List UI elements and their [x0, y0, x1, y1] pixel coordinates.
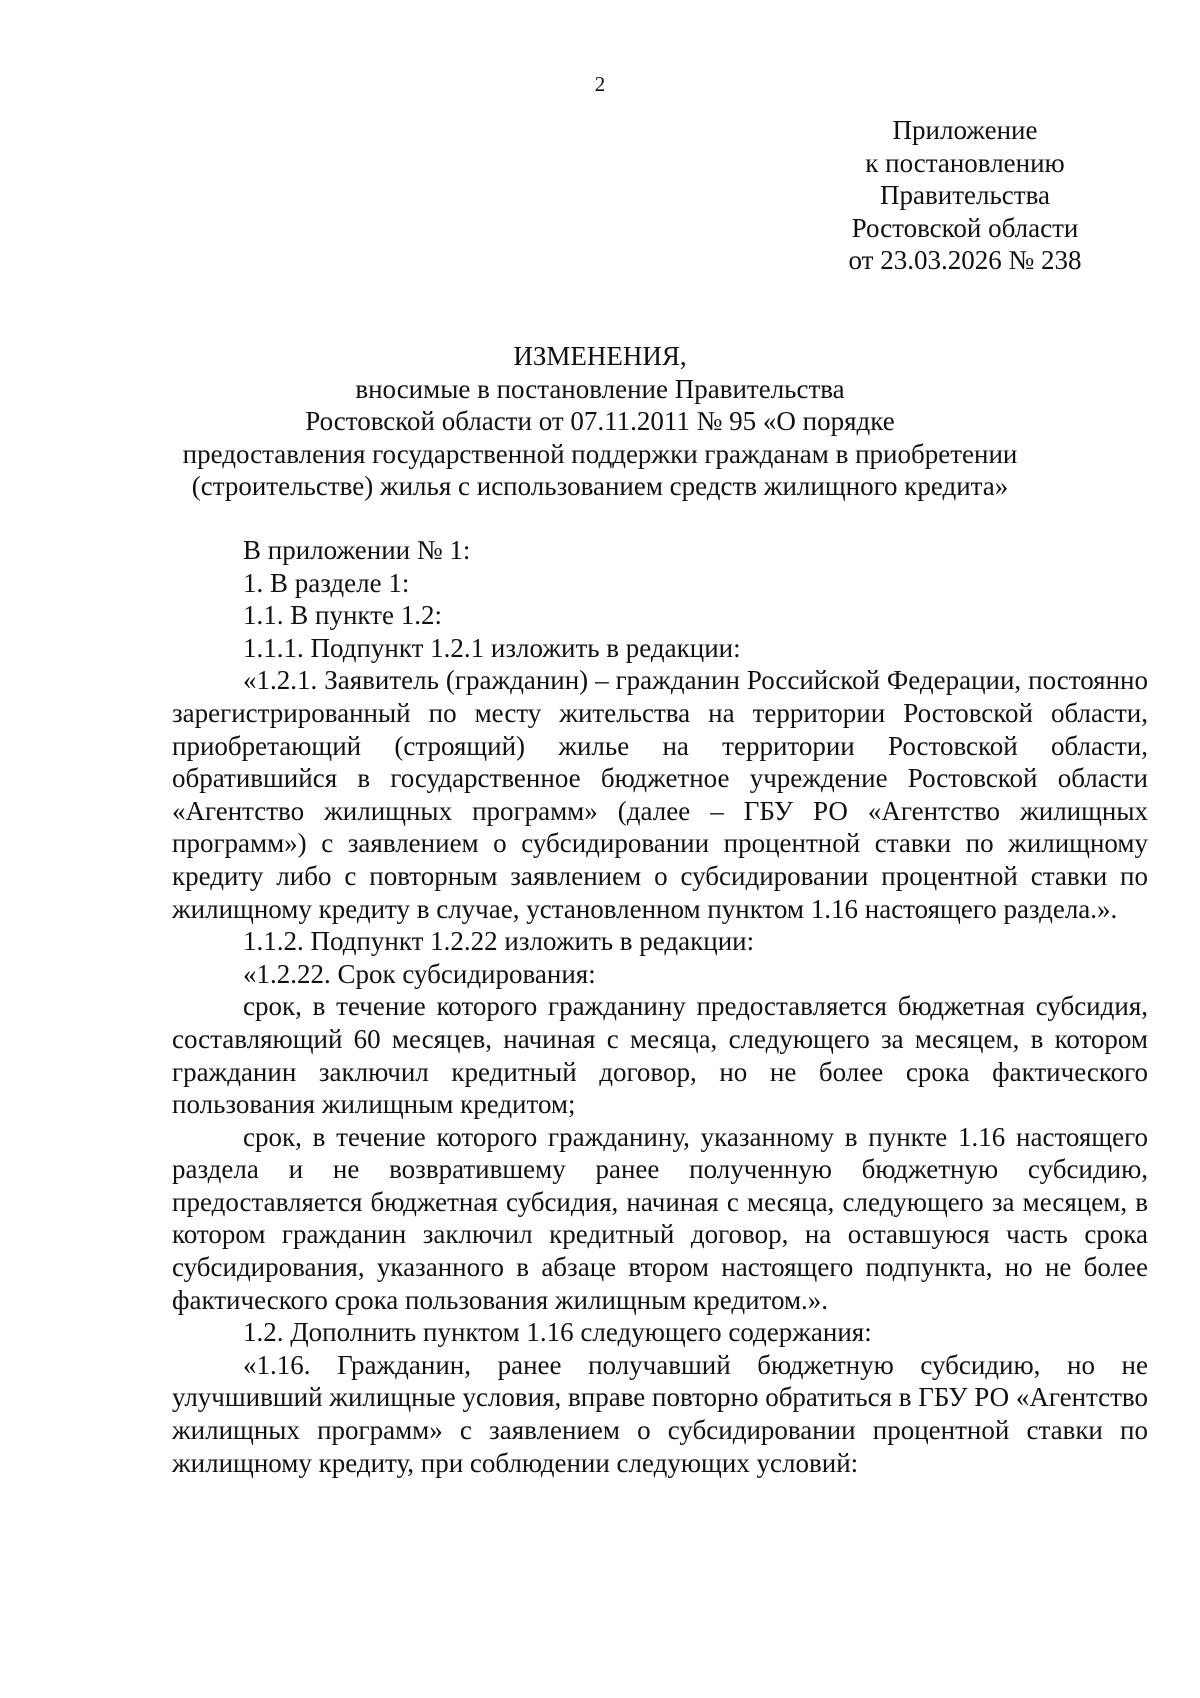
- appendix-date-number: от 23.03.2026 № 238: [848, 245, 1082, 275]
- paragraph-term-second: срок, в течение которого гражданину, указанному в пункте 1.16 настоящего раздела и не возвратившему ранее полученную бюджетную субсидию, предоставляется бюджетная субсидия, начиная с месяца, следующего за месяцем, в котором гражданин заключил кредитный договор, на оставшуюся часть срока субсидирования, указанного в абзаце втором настоящего подпункта, но не более фактического срока пользования жилищным кредитом.».: [172, 1121, 1148, 1315]
- appendix-line: Правительства: [880, 180, 1050, 210]
- title-line: вносимые в постановление Правительства: [355, 373, 845, 404]
- paragraph-point-1-16-text: «1.16. Гражданин, ранее получавший бюджетную субсидию, но не улучшивший жилищные условия, вправе повторно обратиться в ГБУ РО «Агентство жилищных программ» с заявлением о субсидировании процентной ставки по жилищному кредиту, при соблюдении следующих условий:: [172, 1349, 1148, 1478]
- title-line: (строительстве) жилья с использованием средств жилищного кредита»: [191, 471, 1009, 501]
- document-title: [150, 340, 1050, 503]
- paragraph-section-ref: 1. В разделе 1:: [243, 567, 410, 598]
- appendix-header: [780, 114, 1150, 277]
- document-body: [172, 534, 1148, 1479]
- paragraph-point-1-16-intro: 1.2. Дополнить пунктом 1.16 следующего содержания:: [243, 1317, 872, 1348]
- paragraph-subpoint-1-2-1-intro: 1.1.1. Подпункт 1.2.1 изложить в редакции:: [243, 632, 741, 663]
- paragraph-appendix-ref: В приложении № 1:: [243, 535, 471, 565]
- paragraph-point-ref: 1.1. В пункте 1.2:: [243, 600, 442, 631]
- appendix-line: Приложение: [892, 115, 1038, 145]
- appendix-line: к постановлению: [865, 147, 1065, 178]
- title-line: предоставления государственной поддержки гражданам в приобретении: [182, 438, 1018, 469]
- paragraph-subpoint-1-2-22-heading: «1.2.22. Срок субсидирования:: [243, 958, 596, 989]
- paragraph-term-first: срок, в течение которого гражданину предоставляется бюджетная субсидия, составляющий 60 месяцев, начиная с месяца, следующего за месяцем, в котором гражданин заключил кредитный договор, но не более срока фактического пользования жилищным кредитом;: [172, 991, 1148, 1120]
- title-heading: ИЗМЕНЕНИЯ,: [513, 341, 687, 371]
- title-line: Ростовской области от 07.11.2011 № 95 «О порядке: [305, 406, 895, 436]
- paragraph-subpoint-1-2-1-text: «1.2.1. Заявитель (гражданин) – гражданин Российской Федерации, постоянно зарегистрированный по месту жительства на территории Ростовской области, приобретающий (строящий) жилье на территории Ростовской области, обратившийся в государственное бюджетное учреждение Ростовской области «Агентство жилищных программ» (далее – ГБУ РО «Агентство жилищных программ») с заявлением о субсидировании процентной ставки по жилищному кредиту либо с повторным заявлением о субсидировании процентной ставки по жилищному кредиту в случае, установленном пунктом 1.16 настоящего раздела.».: [172, 665, 1148, 924]
- paragraph-subpoint-1-2-22-intro: 1.1.2. Подпункт 1.2.22 изложить в редакции:: [243, 926, 755, 957]
- page-number: 2: [594, 72, 606, 96]
- appendix-line: Ростовской области: [851, 212, 1079, 243]
